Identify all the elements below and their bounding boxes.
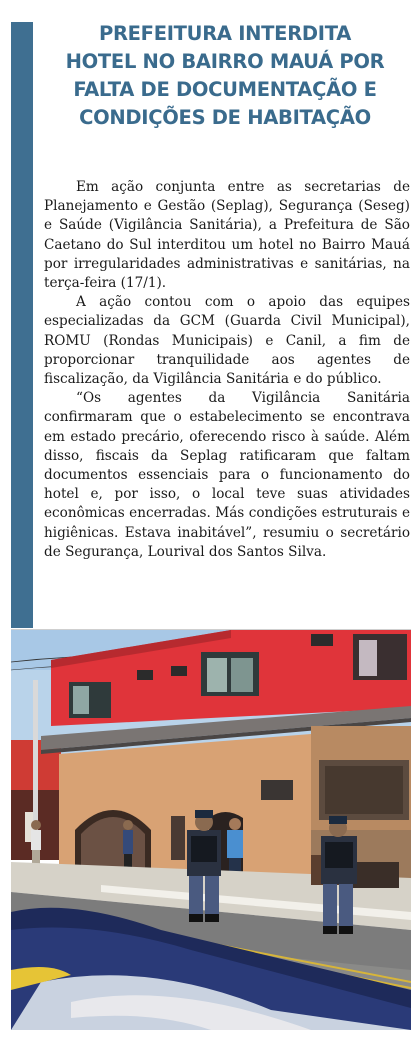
headline-line: HOTEL NO BAIRRO MAUÁ POR [65,50,385,73]
article-body [44,178,410,562]
headline-line: CONDIÇÕES DE HABITAÇÃO [79,106,371,129]
person-white-shirt [31,820,41,864]
headline-line: PREFEITURA INTERDITA [98,22,352,45]
article-paragraph: A ação contou com o apoio das equipes especializadas da GCM (Guarda Civil Municipal), ROMU (Rondas Municipais) e Canil, a fim de proporcionar tranquilidade aos agentes de fiscalização, da Vigilância Sanitária e do público. [44,294,410,388]
article-paragraph: “Os agentes da Vigilância Sanitária confirmaram que o estabelecimento se encontrava em estado precário, oferecendo risco à saúde. Além disso, fiscais da Seplag ratificaram que faltam documentos essenciais para o funcionamento do hotel e, por isso, o local teve suas atividades econômicas encerradas. Más condições estruturais e higiênicas. Estava inabitável”, resumiu o secretário de Segurança, Lourival dos Santos Silva. [44,390,410,560]
article-photo [11,629,411,1030]
article-paragraph: Em ação conjunta entre as secretarias de Planejamento e Gestão (Seplag), Segurança (Seseg) e Saúde (Vigilância Sanitária), a Prefeitura de São Caetano do Sul interditou um hotel no Bairro Mauá por irregularidades administrativas e sanitárias, na terça-feira (17/1). [44,179,410,292]
article-headline [40,20,410,132]
accent-side-bar [11,22,33,628]
headline-line: FALTA DE DOCUMENTAÇÃO E [73,78,377,101]
person-left [123,820,133,870]
